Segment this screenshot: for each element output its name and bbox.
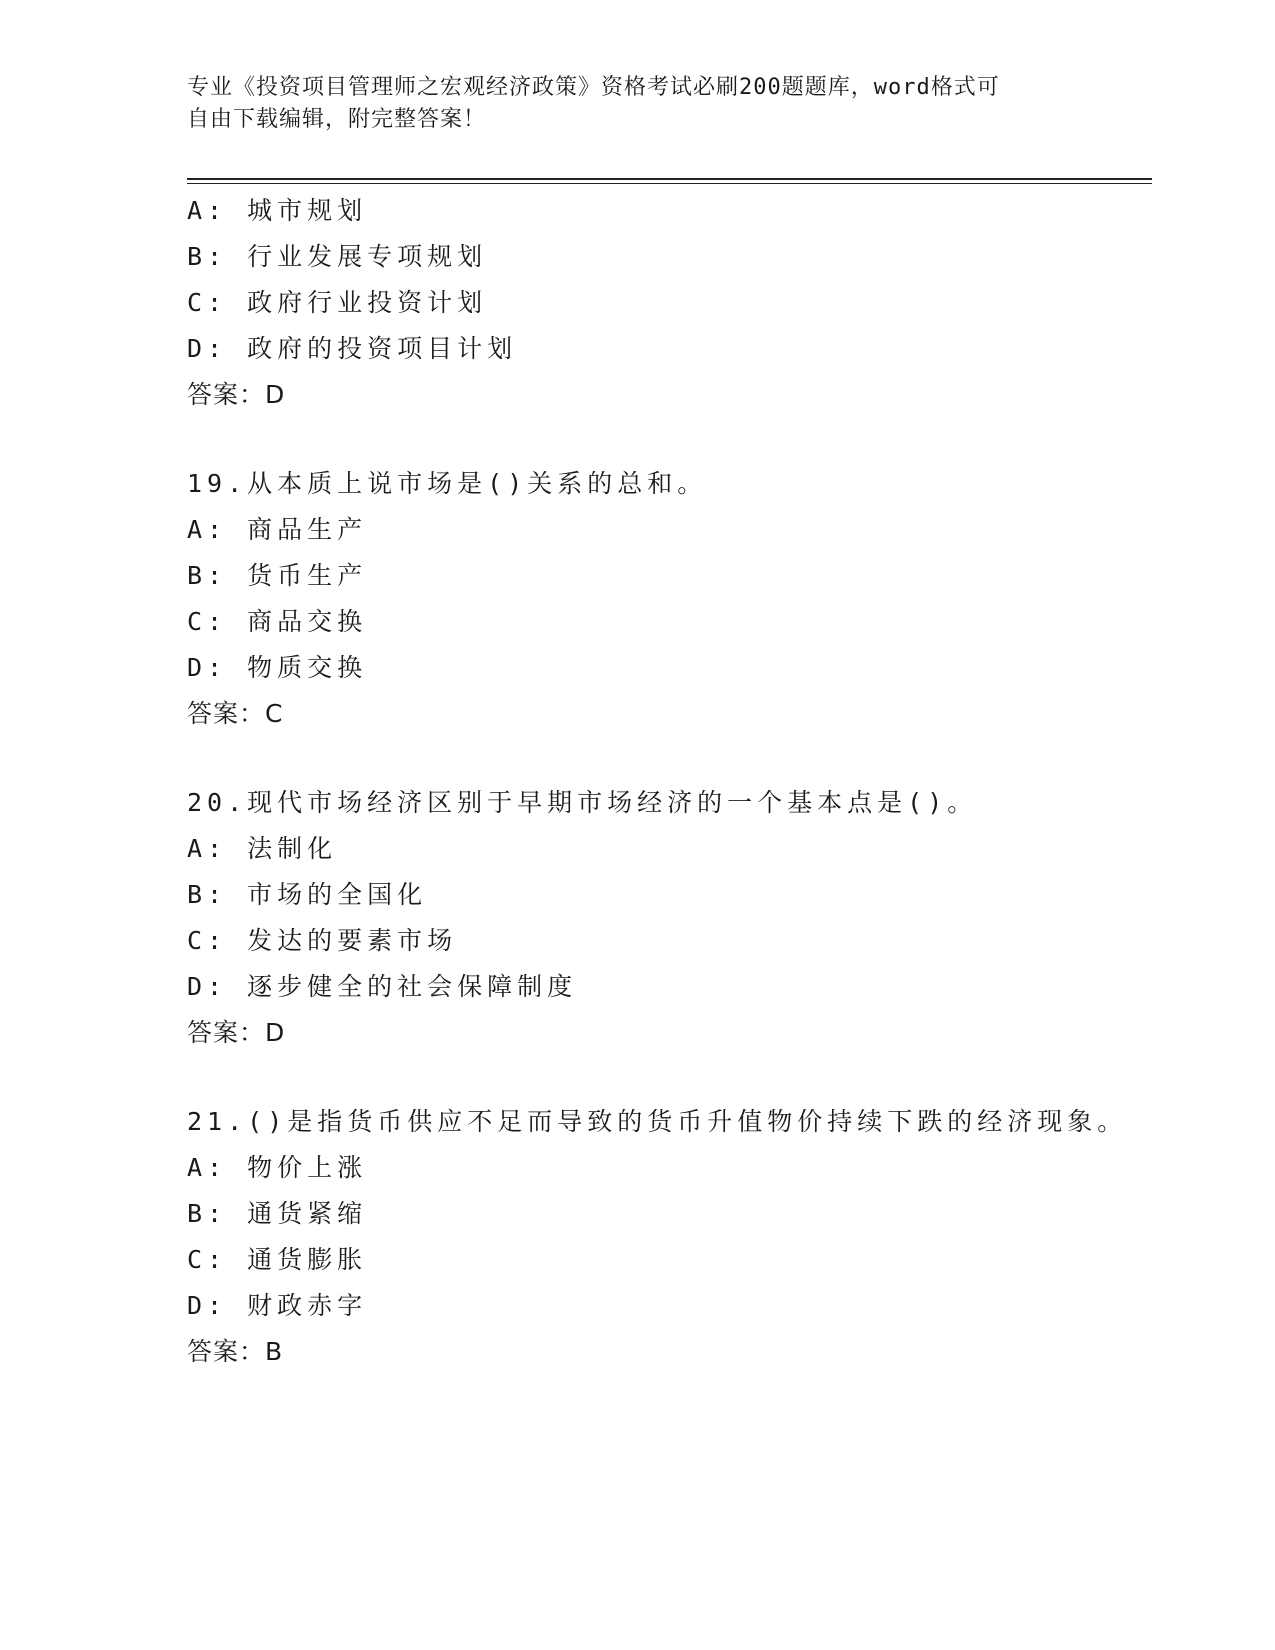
header-line-2: 自由下载编辑，附完整答案！ xyxy=(187,107,487,132)
q18-answer: 答案：D xyxy=(187,380,286,409)
header-line-1: 专业《投资项目管理师之宏观经济政策》资格考试必刷200题题库，word格式可 xyxy=(187,75,1000,100)
q18-option-c: C: 政府行业投资计划 xyxy=(187,288,488,317)
q21-option-a: A: 物价上涨 xyxy=(187,1153,368,1182)
q21-question: 21.()是指货币供应不足而导致的货币升值物价持续下跌的经济现象。 xyxy=(187,1107,1128,1136)
q19-option-d: D: 物质交换 xyxy=(187,653,368,682)
document-header xyxy=(187,72,1087,136)
q19-option-c: C: 商品交换 xyxy=(187,607,368,636)
q18-option-b: B: 行业发展专项规划 xyxy=(187,242,488,271)
q20-option-d: D: 逐步健全的社会保障制度 xyxy=(187,972,578,1001)
q21-option-b: B: 通货紧缩 xyxy=(187,1199,368,1228)
question-19-block xyxy=(187,461,1152,737)
q21-answer: 答案：B xyxy=(187,1337,284,1366)
q19-option-a: A: 商品生产 xyxy=(187,515,368,544)
question-18-block xyxy=(187,188,1152,418)
q18-option-d: D: 政府的投资项目计划 xyxy=(187,334,518,363)
q21-option-c: C: 通货膨胀 xyxy=(187,1245,368,1274)
q19-question: 19.从本质上说市场是()关系的总和。 xyxy=(187,469,708,498)
q20-option-a: A: 法制化 xyxy=(187,834,338,863)
question-list xyxy=(187,188,1152,1375)
q18-option-a: A: 城市规划 xyxy=(187,196,368,225)
header-divider xyxy=(187,178,1152,184)
q19-answer: 答案：C xyxy=(187,699,284,728)
q19-option-b: B: 货币生产 xyxy=(187,561,368,590)
question-20-block xyxy=(187,780,1152,1056)
q20-answer: 答案：D xyxy=(187,1018,286,1047)
question-21-block xyxy=(187,1099,1152,1375)
q20-question: 20.现代市场经济区别于早期市场经济的一个基本点是()。 xyxy=(187,788,978,817)
q21-option-d: D: 财政赤字 xyxy=(187,1291,368,1320)
q20-option-b: B: 市场的全国化 xyxy=(187,880,428,909)
q20-option-c: C: 发达的要素市场 xyxy=(187,926,458,955)
